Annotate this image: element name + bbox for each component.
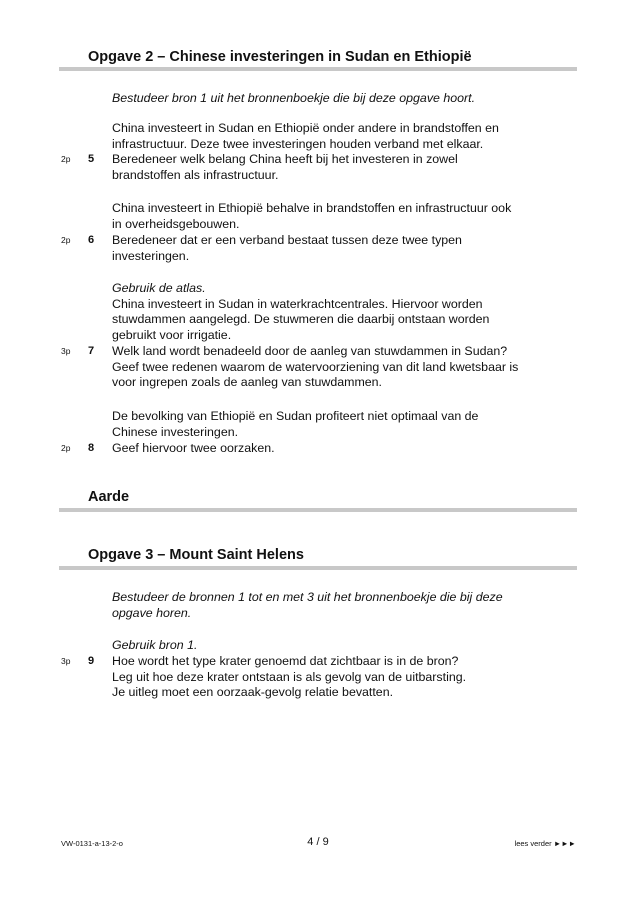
- question-number: 8: [88, 442, 95, 454]
- page-number: 4 / 9: [307, 836, 329, 848]
- atlas-note: Gebruik de atlas.: [112, 281, 206, 295]
- points-label: 2p: [61, 235, 71, 245]
- section-title-aarde: Aarde: [88, 489, 130, 505]
- question-line: Hoe wordt het type krater genoemd dat zichtbaar is in de bron?: [112, 654, 459, 668]
- question-text-9: [112, 654, 572, 701]
- context-line: De bevolking van Ethiopië en Sudan profiteert niet optimaal van de: [112, 409, 479, 423]
- question-line: Geef hiervoor twee oorzaken.: [112, 441, 275, 455]
- question-number: 7: [88, 345, 95, 357]
- continue-label: lees verder ►►►: [514, 839, 576, 848]
- points-label: 3p: [61, 346, 71, 356]
- question-line: Je uitleg moet een oorzaak-gevolg relatie bevatten.: [112, 685, 394, 700]
- question-line: Beredeneer welk belang China heeft bij het investeren in zowel: [112, 152, 458, 166]
- section-title-opgave-3: Opgave 3 – Mount Saint Helens: [88, 547, 304, 563]
- question-line: investeringen.: [112, 248, 190, 263]
- context-line: in overheidsgebouwen.: [112, 216, 240, 231]
- question-line: Leg uit hoe deze krater ontstaan is als gevolg van de uitbarsting.: [112, 669, 467, 684]
- instruction-text: [112, 590, 572, 621]
- context-line: infrastructuur. Deze twee investeringen houden verband met elkaar.: [112, 136, 484, 151]
- question-text-7: [112, 344, 572, 391]
- context-text-q8: [112, 409, 572, 440]
- context-line: China investeert in Sudan in waterkrachtcentrales. Hiervoor worden: [112, 296, 483, 311]
- context-text-q5: [112, 121, 572, 152]
- question-line: Beredeneer dat er een verband bestaat tussen deze twee typen: [112, 233, 462, 247]
- question-line: voor ingrepen zoals de aanleg van stuwdammen.: [112, 375, 383, 390]
- points-label: 3p: [61, 656, 71, 666]
- question-number: 5: [88, 153, 95, 165]
- question-text-5: [112, 152, 572, 183]
- source-note: [112, 638, 572, 654]
- question-line: Geef twee redenen waarom de watervoorziening van dit land kwetsbaar is: [112, 359, 519, 374]
- instruction-line: Bestudeer de bronnen 1 tot en met 3 uit het bronnenboekje die bij deze: [112, 590, 503, 604]
- context-line: gebruikt voor irrigatie.: [112, 327, 232, 342]
- context-line: Chinese investeringen.: [112, 424, 239, 439]
- context-line: China investeert in Sudan en Ethiopië onder andere in brandstoffen en: [112, 121, 499, 135]
- instruction-text: [112, 91, 572, 107]
- question-line: Welk land wordt benadeeld door de aanleg van stuwdammen in Sudan?: [112, 344, 508, 358]
- question-text-6: [112, 233, 572, 264]
- context-line: stuwdammen aangelegd. De stuwmeren die daarbij ontstaan worden: [112, 312, 490, 327]
- points-label: 2p: [61, 154, 71, 164]
- section-title-opgave-2: Opgave 2 – Chinese investeringen in Sudan en Ethiopië: [88, 49, 472, 65]
- source-note-line: Gebruik bron 1.: [112, 638, 198, 652]
- section-divider: [59, 566, 577, 570]
- question-number: 6: [88, 234, 95, 246]
- context-text-q7: [112, 281, 572, 343]
- points-label: 2p: [61, 443, 71, 453]
- section-divider: [59, 508, 577, 512]
- exam-code: VW-0131-a-13-2-o: [61, 839, 123, 848]
- context-line: China investeert in Ethiopië behalve in brandstoffen en infrastructuur ook: [112, 201, 512, 215]
- instruction-line: Bestudeer bron 1 uit het bronnenboekje die bij deze opgave hoort.: [112, 91, 476, 105]
- context-text-q6: [112, 201, 572, 232]
- section-divider: [59, 67, 577, 71]
- question-text-8: [112, 441, 572, 457]
- instruction-line: opgave horen.: [112, 605, 192, 620]
- question-line: brandstoffen als infrastructuur.: [112, 167, 279, 182]
- question-number: 9: [88, 655, 95, 667]
